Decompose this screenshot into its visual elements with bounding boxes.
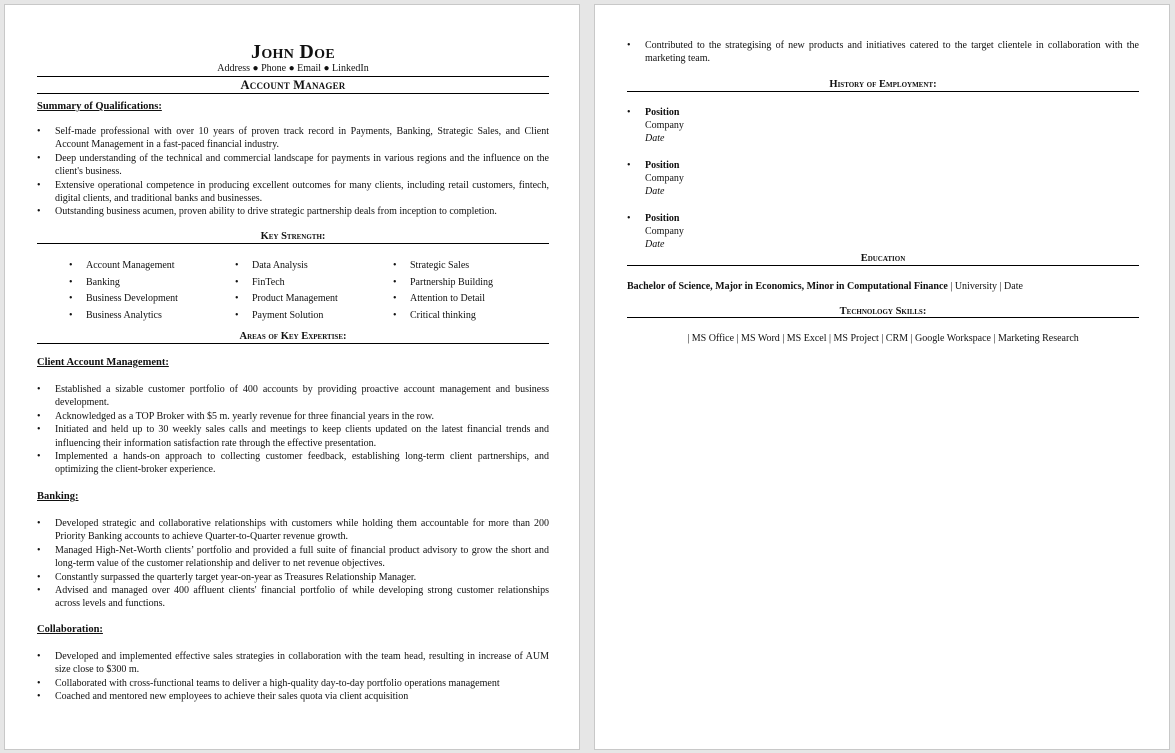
job-title: Account Manager: [240, 78, 346, 92]
skill-item: • Payment Solution: [235, 308, 338, 325]
skill-item: • FinTech: [235, 275, 338, 292]
employment-heading: History of Employment:: [829, 79, 937, 90]
skill-item: • Business Development: [69, 291, 178, 308]
list-item: • Developed and implemented effective sales strategies in collaboration with the team head, resulting in increase of AUM size close to $300 m.: [37, 650, 549, 677]
job-date: Date: [645, 186, 665, 197]
job-date: Date: [645, 133, 665, 144]
client-account-list: [37, 383, 549, 477]
list-item: • Initiated and held up to 30 weekly sales calls and meetings to keep clients updated on the latest financial trends and influencing their information satisfaction rate through the effective presentation.: [37, 423, 549, 450]
skill-item: • Partnership Building: [393, 275, 493, 292]
skill-item: • Strategic Sales: [393, 258, 493, 275]
list-item: • Acknowledged as a TOP Broker with $5 m. yearly revenue for three financial years in the row.: [37, 410, 549, 423]
summary-list: [37, 125, 549, 219]
education-line: [627, 280, 1139, 293]
divider: [627, 91, 1139, 92]
divider: [627, 265, 1139, 266]
education-heading: Education: [860, 253, 906, 264]
skills-column-2: [235, 258, 338, 324]
skills-column-1: [69, 258, 178, 324]
list-item: • Contributed to the strategising of new products and initiatives catered to the target clientele in collaboration with the marketing team.: [627, 39, 1139, 66]
skill-item: • Account Management: [69, 258, 178, 275]
technology-heading: Technology Skills:: [839, 306, 927, 317]
job-entry: [627, 159, 684, 198]
skill-item: • Data Analysis: [235, 258, 338, 275]
skill-item: • Critical thinking: [393, 308, 493, 325]
degree: Bachelor of Science, Major in Economics, Minor in Computational Finance: [627, 281, 948, 292]
skills-column-3: [393, 258, 493, 324]
list-item: • Outstanding business acumen, proven ability to drive strategic partnership deals from inception to completion.: [37, 205, 549, 218]
list-item: • Extensive operational competence in producing excellent outcomes for many clients, including retail customers, fintech, digital clients, and traditional banks and businesses.: [37, 179, 549, 206]
divider: [37, 93, 549, 94]
collaboration-heading: Collaboration:: [37, 624, 103, 635]
job-company: Company: [645, 226, 684, 237]
banking-list: [37, 517, 549, 611]
resume-page-2: [594, 4, 1170, 750]
list-item: • Constantly surpassed the quarterly target year-on-year as Treasures Relationship Manager.: [37, 571, 549, 584]
skill-item: • Banking: [69, 275, 178, 292]
key-strength-heading: Key Strength:: [260, 231, 326, 242]
candidate-name: John Doe: [251, 41, 335, 63]
list-item: • Developed strategic and collaborative relationships with customers while holding them accountable for more than 200 Priority Banking accounts to achieve Quarter-to-Quarter revenue growth.: [37, 517, 549, 544]
collaboration-list: [37, 650, 549, 704]
banking-heading: Banking:: [37, 491, 79, 502]
bullet-icon: •: [627, 213, 631, 224]
list-item: • Established a sizable customer portfolio of 400 accounts by providing proactive account management and business development.: [37, 383, 549, 410]
list-item: • Coached and mentored new employees to achieve their sales quota via client acquisition: [37, 690, 549, 703]
technology-skills-line: | MS Office | MS Word | MS Excel | MS Project | CRM | Google Workspace | Marketing Research: [687, 333, 1079, 344]
divider: [37, 243, 549, 244]
collaboration-list-continued: [627, 39, 1139, 66]
skill-item: • Product Management: [235, 291, 338, 308]
list-item: • Implemented a hands-on approach to collecting customer feedback, establishing long-term client partnerships, and optimizing the client-broker experience.: [37, 450, 549, 477]
expertise-heading: Areas of Key Expertise:: [239, 331, 347, 342]
job-entry: [627, 106, 684, 145]
summary-heading: Summary of Qualifications:: [37, 101, 162, 112]
skill-item: • Business Analytics: [69, 308, 178, 325]
skill-item: • Attention to Detail: [393, 291, 493, 308]
job-position: Position: [645, 213, 680, 224]
list-item: • Collaborated with cross-functional teams to deliver a high-quality day-to-day portfolio operations management: [37, 677, 549, 690]
job-date: Date: [645, 239, 665, 250]
bullet-icon: •: [627, 107, 631, 118]
education-details: | University | Date: [947, 281, 1023, 292]
resume-page-1: [4, 4, 580, 750]
list-item: • Advised and managed over 400 affluent clients' financial portfolio of while developing strong customer relationships across levels and functions.: [37, 584, 549, 611]
divider: [37, 343, 549, 344]
job-company: Company: [645, 120, 684, 131]
list-item: • Self-made professional with over 10 years of proven track record in Payments, Banking, Strategic Sales, and Client Account Management in a fast-paced financial industry.: [37, 125, 549, 152]
job-position: Position: [645, 107, 680, 118]
job-company: Company: [645, 173, 684, 184]
bullet-icon: •: [627, 160, 631, 171]
job-entry: [627, 212, 684, 251]
list-item: • Deep understanding of the technical and commercial landscape for payments in various regions and the influence on the client's business.: [37, 152, 549, 179]
divider: [627, 317, 1139, 318]
contact-line: Address ● Phone ● Email ● LinkedIn: [217, 63, 369, 74]
job-position: Position: [645, 160, 680, 171]
list-item: • Managed High-Net-Worth clients’ portfolio and provided a full suite of financial product advisory to grow the short and long-term value of the customer relationship and deliver to net revenue objectives.: [37, 544, 549, 571]
client-account-heading: Client Account Management:: [37, 357, 169, 368]
